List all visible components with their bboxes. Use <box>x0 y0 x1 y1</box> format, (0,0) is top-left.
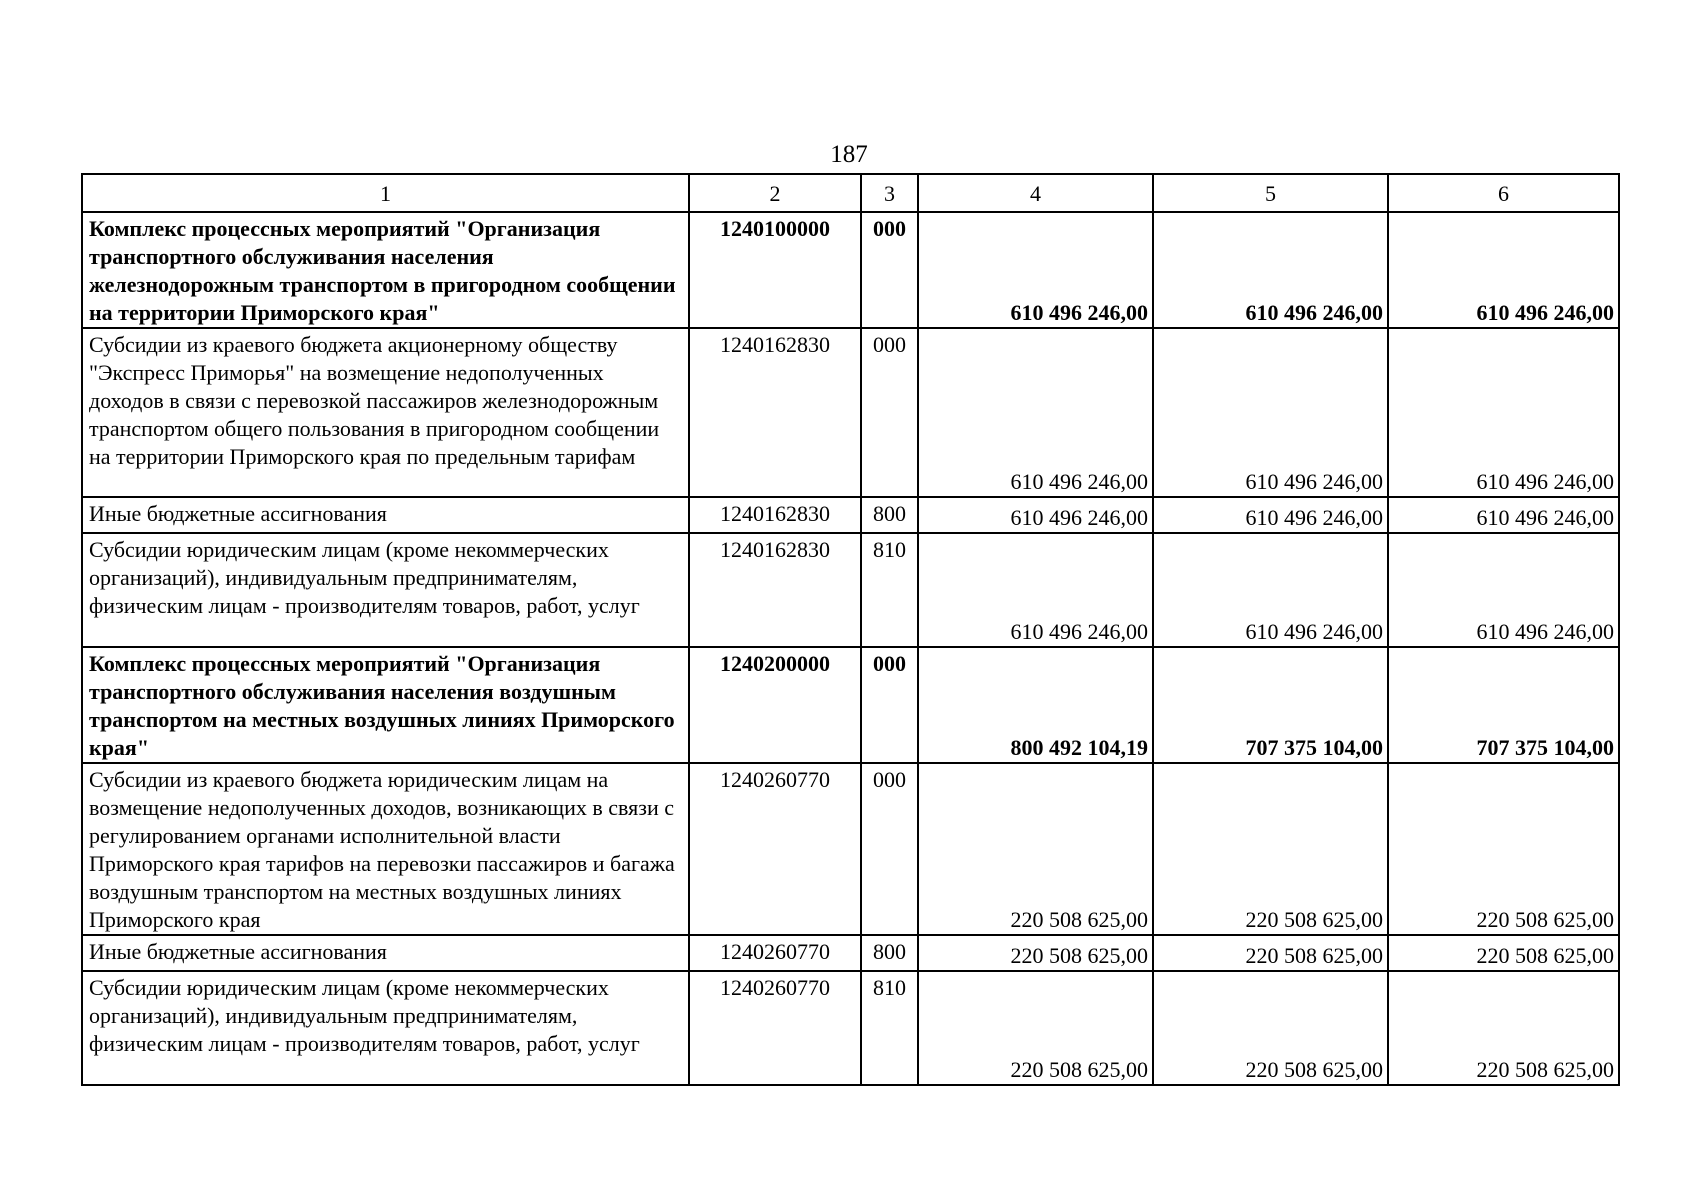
row-amount-6: 220 508 625,00 <box>1388 763 1619 935</box>
row-code: 1240100000 <box>689 212 861 328</box>
table-row <box>82 935 1619 971</box>
row-code: 1240162830 <box>689 533 861 647</box>
row-amount-6: 707 375 104,00 <box>1388 647 1619 763</box>
table-row <box>82 763 1619 935</box>
row-expense-type: 800 <box>861 935 918 971</box>
row-amount-4: 610 496 246,00 <box>918 212 1153 328</box>
column-header: 5 <box>1153 174 1388 212</box>
row-amount-4: 220 508 625,00 <box>918 971 1153 1085</box>
row-name: Иные бюджетные ассигнования <box>82 935 689 971</box>
row-amount-4: 610 496 246,00 <box>918 497 1153 533</box>
row-expense-type: 800 <box>861 497 918 533</box>
table-row <box>82 533 1619 647</box>
table-row <box>82 647 1619 763</box>
row-amount-5: 610 496 246,00 <box>1153 497 1388 533</box>
row-amount-6: 610 496 246,00 <box>1388 328 1619 497</box>
row-amount-6: 610 496 246,00 <box>1388 212 1619 328</box>
row-amount-6: 220 508 625,00 <box>1388 935 1619 971</box>
row-expense-type: 000 <box>861 212 918 328</box>
row-expense-type: 000 <box>861 647 918 763</box>
row-amount-4: 220 508 625,00 <box>918 935 1153 971</box>
row-amount-6: 610 496 246,00 <box>1388 533 1619 647</box>
row-amount-4: 610 496 246,00 <box>918 533 1153 647</box>
column-header: 4 <box>918 174 1153 212</box>
table-row <box>82 328 1619 497</box>
table-header-row <box>82 174 1619 212</box>
budget-table <box>81 173 1620 1086</box>
row-name: Субсидии из краевого бюджета юридическим лицам на возмещение недополученных доходов, возникающих в связи с регулированием органами исполнительной власти Приморского края тарифов на перевозки пассажиров и багажа воздушным транспортом на местных воздушных линиях Приморского края <box>82 763 689 935</box>
row-expense-type: 810 <box>861 533 918 647</box>
row-code: 1240200000 <box>689 647 861 763</box>
row-code: 1240260770 <box>689 763 861 935</box>
table-row <box>82 212 1619 328</box>
row-amount-6: 610 496 246,00 <box>1388 497 1619 533</box>
column-header: 1 <box>82 174 689 212</box>
row-name: Субсидии юридическим лицам (кроме некоммерческих организаций), индивидуальным предпринимателям, физическим лицам - производителям товаров, работ, услуг <box>82 533 689 647</box>
row-amount-5: 610 496 246,00 <box>1153 533 1388 647</box>
row-amount-4: 220 508 625,00 <box>918 763 1153 935</box>
row-amount-5: 220 508 625,00 <box>1153 763 1388 935</box>
row-code: 1240162830 <box>689 497 861 533</box>
table-row <box>82 497 1619 533</box>
table-row <box>82 971 1619 1085</box>
row-name: Субсидии юридическим лицам (кроме некоммерческих организаций), индивидуальным предпринимателям, физическим лицам - производителям товаров, работ, услуг <box>82 971 689 1085</box>
row-name: Комплекс процессных мероприятий "Организация транспортного обслуживания населения железнодорожным транспортом в пригородном сообщении на территории Приморского края" <box>82 212 689 328</box>
column-header: 2 <box>689 174 861 212</box>
page-number: 187 <box>830 141 868 168</box>
row-expense-type: 000 <box>861 763 918 935</box>
row-amount-5: 610 496 246,00 <box>1153 212 1388 328</box>
row-amount-4: 800 492 104,19 <box>918 647 1153 763</box>
column-header: 3 <box>861 174 918 212</box>
row-amount-5: 707 375 104,00 <box>1153 647 1388 763</box>
column-header: 6 <box>1388 174 1619 212</box>
row-name: Иные бюджетные ассигнования <box>82 497 689 533</box>
row-code: 1240260770 <box>689 971 861 1085</box>
row-amount-5: 610 496 246,00 <box>1153 328 1388 497</box>
row-amount-4: 610 496 246,00 <box>918 328 1153 497</box>
row-name: Субсидии из краевого бюджета акционерному обществу "Экспресс Приморья" на возмещение недополученных доходов в связи с перевозкой пассажиров железнодорожным транспортом общего пользования в пригородном сообщении на территории Приморского края по предельным тарифам <box>82 328 689 497</box>
row-expense-type: 000 <box>861 328 918 497</box>
row-code: 1240162830 <box>689 328 861 497</box>
row-name: Комплекс процессных мероприятий "Организация транспортного обслуживания населения воздушным транспортом на местных воздушных линиях Приморского края" <box>82 647 689 763</box>
row-code: 1240260770 <box>689 935 861 971</box>
row-amount-5: 220 508 625,00 <box>1153 935 1388 971</box>
row-amount-5: 220 508 625,00 <box>1153 971 1388 1085</box>
row-expense-type: 810 <box>861 971 918 1085</box>
row-amount-6: 220 508 625,00 <box>1388 971 1619 1085</box>
